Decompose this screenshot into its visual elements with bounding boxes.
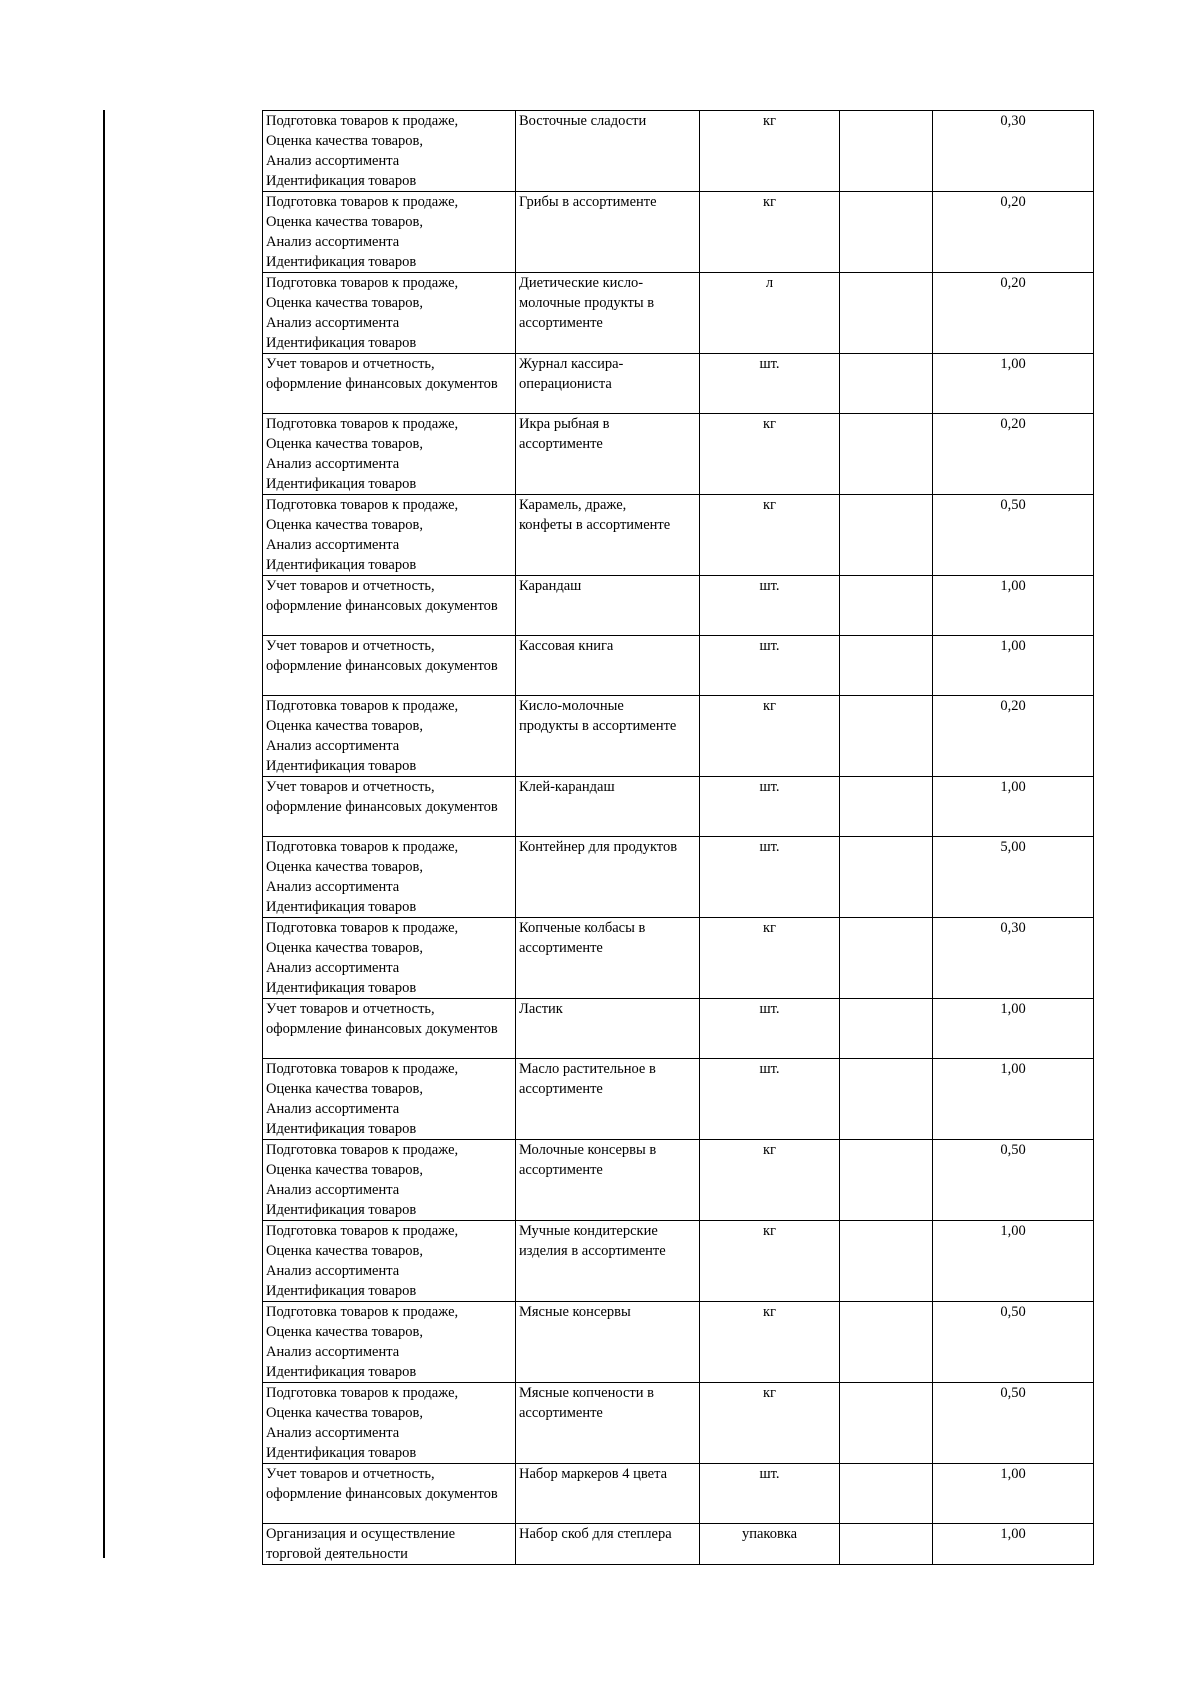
unit-cell: кг — [700, 1221, 840, 1302]
item-name-cell: Копченые колбасы в ассортименте — [516, 918, 700, 999]
competency-cell: Учет товаров и отчетность, оформление финансовых документов — [263, 1464, 516, 1524]
competency-cell: Подготовка товаров к продаже, Оценка качества товаров, Анализ ассортимента Идентификация товаров — [263, 1383, 516, 1464]
empty-cell — [840, 1524, 933, 1565]
unit-cell: кг — [700, 918, 840, 999]
unit-cell: шт. — [700, 777, 840, 837]
quantity-cell: 1,00 — [933, 1464, 1094, 1524]
item-name-cell: Диетические кисло- молочные продукты в ассортименте — [516, 273, 700, 354]
unit-cell: шт. — [700, 1464, 840, 1524]
table-row — [263, 918, 1094, 999]
quantity-cell: 0,50 — [933, 1140, 1094, 1221]
quantity-cell: 5,00 — [933, 837, 1094, 918]
table-row — [263, 1140, 1094, 1221]
quantity-cell: 0,50 — [933, 1302, 1094, 1383]
empty-cell — [840, 1059, 933, 1140]
table-row — [263, 1302, 1094, 1383]
empty-cell — [840, 273, 933, 354]
table-row — [263, 636, 1094, 696]
item-name-cell: Набор маркеров 4 цвета — [516, 1464, 700, 1524]
competency-cell: Подготовка товаров к продаже, Оценка качества товаров, Анализ ассортимента Идентификация товаров — [263, 918, 516, 999]
quantity-cell: 1,00 — [933, 1221, 1094, 1302]
competency-cell: Подготовка товаров к продаже, Оценка качества товаров, Анализ ассортимента Идентификация товаров — [263, 696, 516, 777]
empty-cell — [840, 414, 933, 495]
competency-cell: Подготовка товаров к продаже, Оценка качества товаров, Анализ ассортимента Идентификация товаров — [263, 192, 516, 273]
table-row — [263, 696, 1094, 777]
unit-cell: кг — [700, 111, 840, 192]
table-row — [263, 414, 1094, 495]
item-name-cell: Мучные кондитерские изделия в ассортименте — [516, 1221, 700, 1302]
quantity-cell: 1,00 — [933, 999, 1094, 1059]
unit-cell: упаковка — [700, 1524, 840, 1565]
quantity-cell: 1,00 — [933, 576, 1094, 636]
quantity-cell: 0,20 — [933, 273, 1094, 354]
empty-cell — [840, 354, 933, 414]
item-name-cell: Масло растительное в ассортименте — [516, 1059, 700, 1140]
item-name-cell: Мясные копчености в ассортименте — [516, 1383, 700, 1464]
unit-cell: кг — [700, 696, 840, 777]
quantity-cell: 1,00 — [933, 1059, 1094, 1140]
quantity-cell: 1,00 — [933, 354, 1094, 414]
empty-cell — [840, 1302, 933, 1383]
unit-cell: шт. — [700, 1059, 840, 1140]
table-row — [263, 354, 1094, 414]
quantity-cell: 0,50 — [933, 1383, 1094, 1464]
table-row — [263, 837, 1094, 918]
item-name-cell: Контейнер для продуктов — [516, 837, 700, 918]
table-row — [263, 495, 1094, 576]
empty-cell — [840, 576, 933, 636]
table-row — [263, 192, 1094, 273]
empty-cell — [840, 1221, 933, 1302]
quantity-cell: 0,50 — [933, 495, 1094, 576]
empty-cell — [840, 636, 933, 696]
item-name-cell: Грибы в ассортименте — [516, 192, 700, 273]
table-row — [263, 576, 1094, 636]
table-row — [263, 999, 1094, 1059]
unit-cell: шт. — [700, 636, 840, 696]
table-row — [263, 111, 1094, 192]
item-name-cell: Ластик — [516, 999, 700, 1059]
unit-cell: л — [700, 273, 840, 354]
left-margin-line — [103, 110, 105, 1558]
equipment-table — [262, 110, 1094, 1565]
quantity-cell: 0,20 — [933, 696, 1094, 777]
quantity-cell: 0,30 — [933, 918, 1094, 999]
empty-cell — [840, 777, 933, 837]
table-row — [263, 1383, 1094, 1464]
table-row — [263, 777, 1094, 837]
empty-cell — [840, 837, 933, 918]
unit-cell: кг — [700, 1302, 840, 1383]
item-name-cell: Мясные консервы — [516, 1302, 700, 1383]
competency-cell: Учет товаров и отчетность, оформление финансовых документов — [263, 354, 516, 414]
quantity-cell: 0,20 — [933, 192, 1094, 273]
unit-cell: шт. — [700, 354, 840, 414]
table-row — [263, 1221, 1094, 1302]
table-row — [263, 1464, 1094, 1524]
unit-cell: шт. — [700, 576, 840, 636]
item-name-cell: Карандаш — [516, 576, 700, 636]
quantity-cell: 1,00 — [933, 636, 1094, 696]
unit-cell: кг — [700, 495, 840, 576]
empty-cell — [840, 111, 933, 192]
competency-cell: Подготовка товаров к продаже, Оценка качества товаров, Анализ ассортимента Идентификация товаров — [263, 495, 516, 576]
table-row — [263, 1524, 1094, 1565]
competency-cell: Подготовка товаров к продаже, Оценка качества товаров, Анализ ассортимента Идентификация товаров — [263, 414, 516, 495]
quantity-cell: 0,30 — [933, 111, 1094, 192]
quantity-cell: 1,00 — [933, 1524, 1094, 1565]
empty-cell — [840, 999, 933, 1059]
competency-cell: Подготовка товаров к продаже, Оценка качества товаров, Анализ ассортимента Идентификация товаров — [263, 837, 516, 918]
competency-cell: Учет товаров и отчетность, оформление финансовых документов — [263, 777, 516, 837]
item-name-cell: Карамель, драже, конфеты в ассортименте — [516, 495, 700, 576]
table-row — [263, 273, 1094, 354]
competency-cell: Учет товаров и отчетность, оформление финансовых документов — [263, 636, 516, 696]
competency-cell: Подготовка товаров к продаже, Оценка качества товаров, Анализ ассортимента Идентификация товаров — [263, 1140, 516, 1221]
empty-cell — [840, 1140, 933, 1221]
item-name-cell: Кассовая книга — [516, 636, 700, 696]
item-name-cell: Кисло-молочные продукты в ассортименте — [516, 696, 700, 777]
unit-cell: кг — [700, 1383, 840, 1464]
competency-cell: Учет товаров и отчетность, оформление финансовых документов — [263, 576, 516, 636]
empty-cell — [840, 696, 933, 777]
empty-cell — [840, 1464, 933, 1524]
empty-cell — [840, 192, 933, 273]
competency-cell: Подготовка товаров к продаже, Оценка качества товаров, Анализ ассортимента Идентификация товаров — [263, 273, 516, 354]
empty-cell — [840, 1383, 933, 1464]
item-name-cell: Восточные сладости — [516, 111, 700, 192]
unit-cell: кг — [700, 1140, 840, 1221]
item-name-cell: Набор скоб для степлера — [516, 1524, 700, 1565]
quantity-cell: 1,00 — [933, 777, 1094, 837]
item-name-cell: Икра рыбная в ассортименте — [516, 414, 700, 495]
competency-cell: Организация и осуществление торговой деятельности — [263, 1524, 516, 1565]
unit-cell: шт. — [700, 837, 840, 918]
competency-cell: Подготовка товаров к продаже, Оценка качества товаров, Анализ ассортимента Идентификация товаров — [263, 1302, 516, 1383]
table-row — [263, 1059, 1094, 1140]
unit-cell: кг — [700, 414, 840, 495]
unit-cell: кг — [700, 192, 840, 273]
empty-cell — [840, 918, 933, 999]
item-name-cell: Молочные консервы в ассортименте — [516, 1140, 700, 1221]
quantity-cell: 0,20 — [933, 414, 1094, 495]
table-body — [263, 111, 1094, 1565]
competency-cell: Подготовка товаров к продаже, Оценка качества товаров, Анализ ассортимента Идентификация товаров — [263, 1221, 516, 1302]
item-name-cell: Клей-карандаш — [516, 777, 700, 837]
item-name-cell: Журнал кассира- операциониста — [516, 354, 700, 414]
competency-cell: Подготовка товаров к продаже, Оценка качества товаров, Анализ ассортимента Идентификация товаров — [263, 1059, 516, 1140]
competency-cell: Подготовка товаров к продаже, Оценка качества товаров, Анализ ассортимента Идентификация товаров — [263, 111, 516, 192]
unit-cell: шт. — [700, 999, 840, 1059]
competency-cell: Учет товаров и отчетность, оформление финансовых документов — [263, 999, 516, 1059]
empty-cell — [840, 495, 933, 576]
